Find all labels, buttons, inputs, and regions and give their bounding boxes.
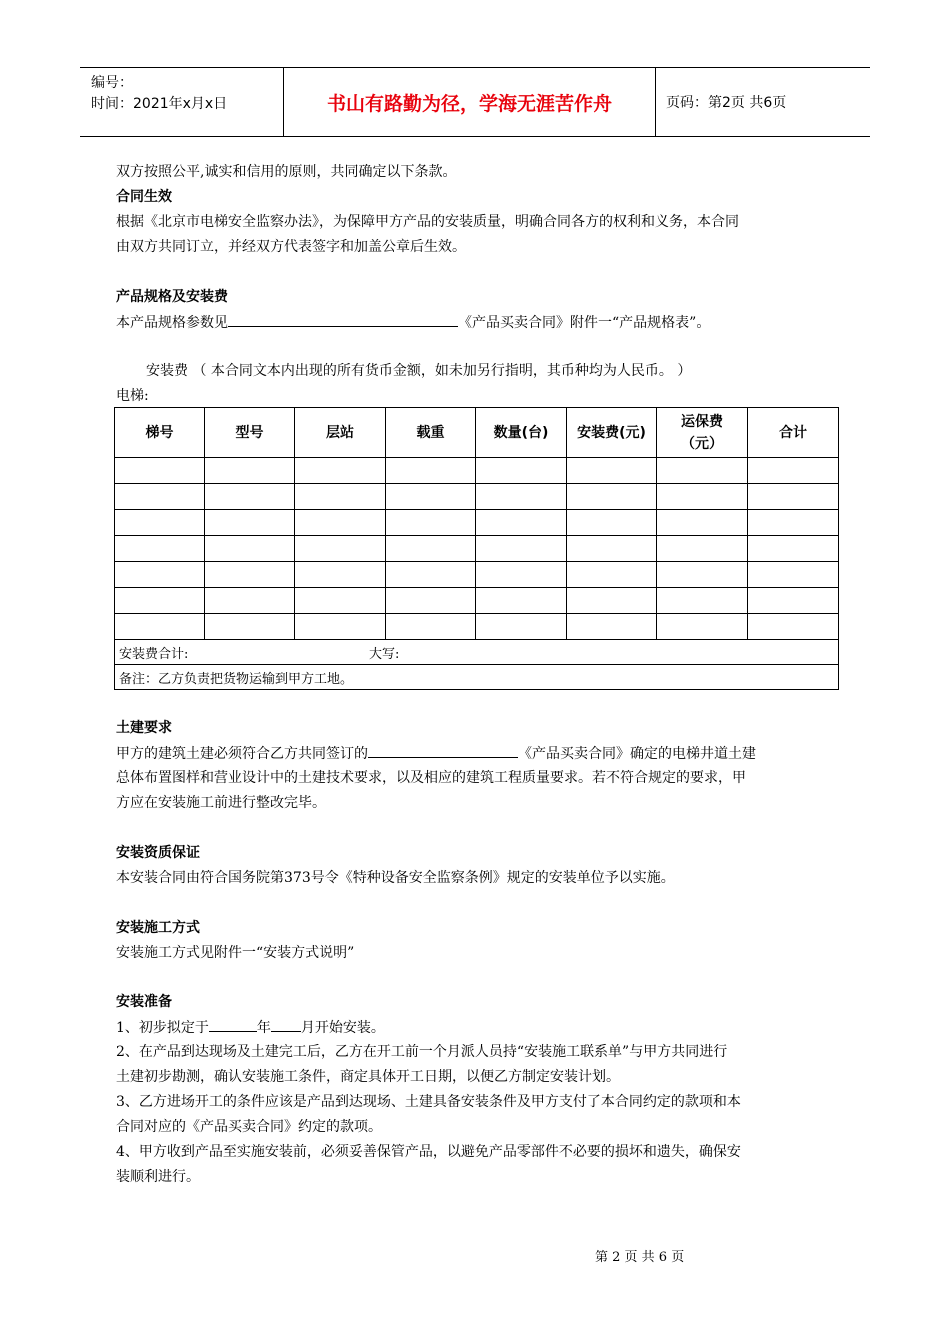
total-cell bbox=[115, 640, 839, 665]
time-label: 时间：2021年x月x日 bbox=[91, 96, 228, 112]
prep-item-3-line-1: 3、乙方进场开工的条件应该是产品到达现场、土建具备安装条件及甲方支付了本合同约定的款项和本 bbox=[116, 1094, 741, 1110]
prep-item-4-line-2: 装顺利进行。 bbox=[116, 1169, 200, 1185]
prep-item-4-line-1: 4、甲方收到产品至实施安装前，必须妥善保管产品，以避免产品零部件不必要的损坏和遗失，确保安 bbox=[116, 1144, 741, 1160]
section-title-civil: 土建要求 bbox=[116, 720, 172, 736]
table-row bbox=[115, 484, 839, 510]
col-header-quantity: 数量(台) bbox=[476, 408, 567, 458]
elevator-label: 电梯: bbox=[116, 388, 149, 404]
header-page-code: 页码：第2页 共6页 bbox=[666, 95, 787, 111]
page-header bbox=[80, 67, 870, 137]
effect-line-1: 根据《北京市电梯安全监察办法》，为保障甲方产品的安装质量，明确合同各方的权利和义务，本合同 bbox=[116, 214, 739, 230]
section-title-prep: 安装准备 bbox=[116, 994, 172, 1010]
month-blank bbox=[271, 1017, 301, 1032]
table-row bbox=[115, 562, 839, 588]
total-row bbox=[115, 640, 839, 665]
col-header-floors: 层站 bbox=[295, 408, 386, 458]
remark-cell: 备注：乙方负责把货物运输到甲方工地。 bbox=[115, 665, 839, 690]
effect-line-2: 由双方共同订立，并经双方代表签字和加盖公章后生效。 bbox=[116, 239, 466, 255]
spec-post: 《产品买卖合同》附件一“产品规格表”。 bbox=[458, 315, 711, 331]
prep-1-c: 月开始安装。 bbox=[300, 1020, 385, 1036]
prep-1-b: 年 bbox=[256, 1020, 271, 1036]
section-title-qualification: 安装资质保证 bbox=[116, 845, 200, 861]
fee-note: 安装费 （ 本合同文本内出现的所有货币金额，如未加另行指明，其币种均为人民币。 ） bbox=[146, 363, 692, 379]
number-label: 编号： bbox=[91, 75, 133, 91]
caps-label: 大写: bbox=[369, 646, 400, 662]
prep-item-3-line-2: 合同对应的《产品买卖合同》约定的款项。 bbox=[116, 1119, 382, 1135]
col-header-total: 合计 bbox=[748, 408, 839, 458]
col-header-lift-no: 梯号 bbox=[115, 408, 205, 458]
remark-row bbox=[115, 665, 839, 690]
col-header-load: 载重 bbox=[386, 408, 476, 458]
spec-table bbox=[114, 407, 839, 690]
civil-line-1 bbox=[116, 743, 756, 764]
civil-line-2: 总体布置图样和营业设计中的土建技术要求，以及相应的建筑工程质量要求。若不符合规定的要求，甲 bbox=[116, 770, 746, 786]
table-row bbox=[115, 510, 839, 536]
year-blank bbox=[209, 1017, 257, 1032]
section-title-spec: 产品规格及安装费 bbox=[116, 289, 228, 305]
table-row bbox=[115, 588, 839, 614]
spec-blank bbox=[228, 312, 458, 327]
civil-line-3: 方应在安装施工前进行整改完毕。 bbox=[116, 795, 326, 811]
prep-1-a: 1、初步拟定于 bbox=[116, 1020, 209, 1036]
table-header-row bbox=[115, 408, 839, 458]
table-row bbox=[115, 614, 839, 640]
intro-text: 双方按照公平,诚实和信用的原则，共同确定以下条款。 bbox=[116, 164, 457, 180]
section-title-method: 安装施工方式 bbox=[116, 920, 200, 936]
section-title-effect: 合同生效 bbox=[116, 189, 172, 205]
civil-post: 《产品买卖合同》确定的电梯井道土建 bbox=[518, 746, 756, 762]
prep-item-2-line-2: 土建初步勘测，确认安装施工条件，商定具体开工日期，以便乙方制定安装计划。 bbox=[116, 1069, 620, 1085]
spec-line bbox=[116, 312, 710, 333]
civil-blank bbox=[368, 743, 518, 758]
table-row bbox=[115, 458, 839, 484]
spec-pre: 本产品规格参数见 bbox=[116, 315, 228, 331]
header-motto: 书山有路勤为径，学海无涯苦作舟 bbox=[283, 68, 656, 136]
col-header-shipping-fee: 运保费（元） bbox=[657, 408, 748, 458]
header-meta bbox=[80, 68, 283, 136]
method-text: 安装施工方式见附件一“安装方式说明” bbox=[116, 945, 355, 961]
col-header-model: 型号 bbox=[205, 408, 295, 458]
page-footer: 第 2 页 共 6 页 bbox=[595, 1250, 685, 1265]
prep-item-2-line-1: 2、在产品到达现场及土建完工后，乙方在开工前一个月派人员持“安装施工联系单”与甲方共同进行 bbox=[116, 1044, 728, 1060]
table-row bbox=[115, 536, 839, 562]
prep-item-1 bbox=[116, 1017, 385, 1038]
col-header-install-fee: 安装费(元) bbox=[567, 408, 657, 458]
qualification-text: 本安装合同由符合国务院第373号令《特种设备安全监察条例》规定的安装单位予以实施。 bbox=[116, 870, 675, 886]
civil-pre: 甲方的建筑土建必须符合乙方共同签订的 bbox=[116, 746, 368, 762]
total-label: 安装费合计: bbox=[119, 646, 189, 662]
